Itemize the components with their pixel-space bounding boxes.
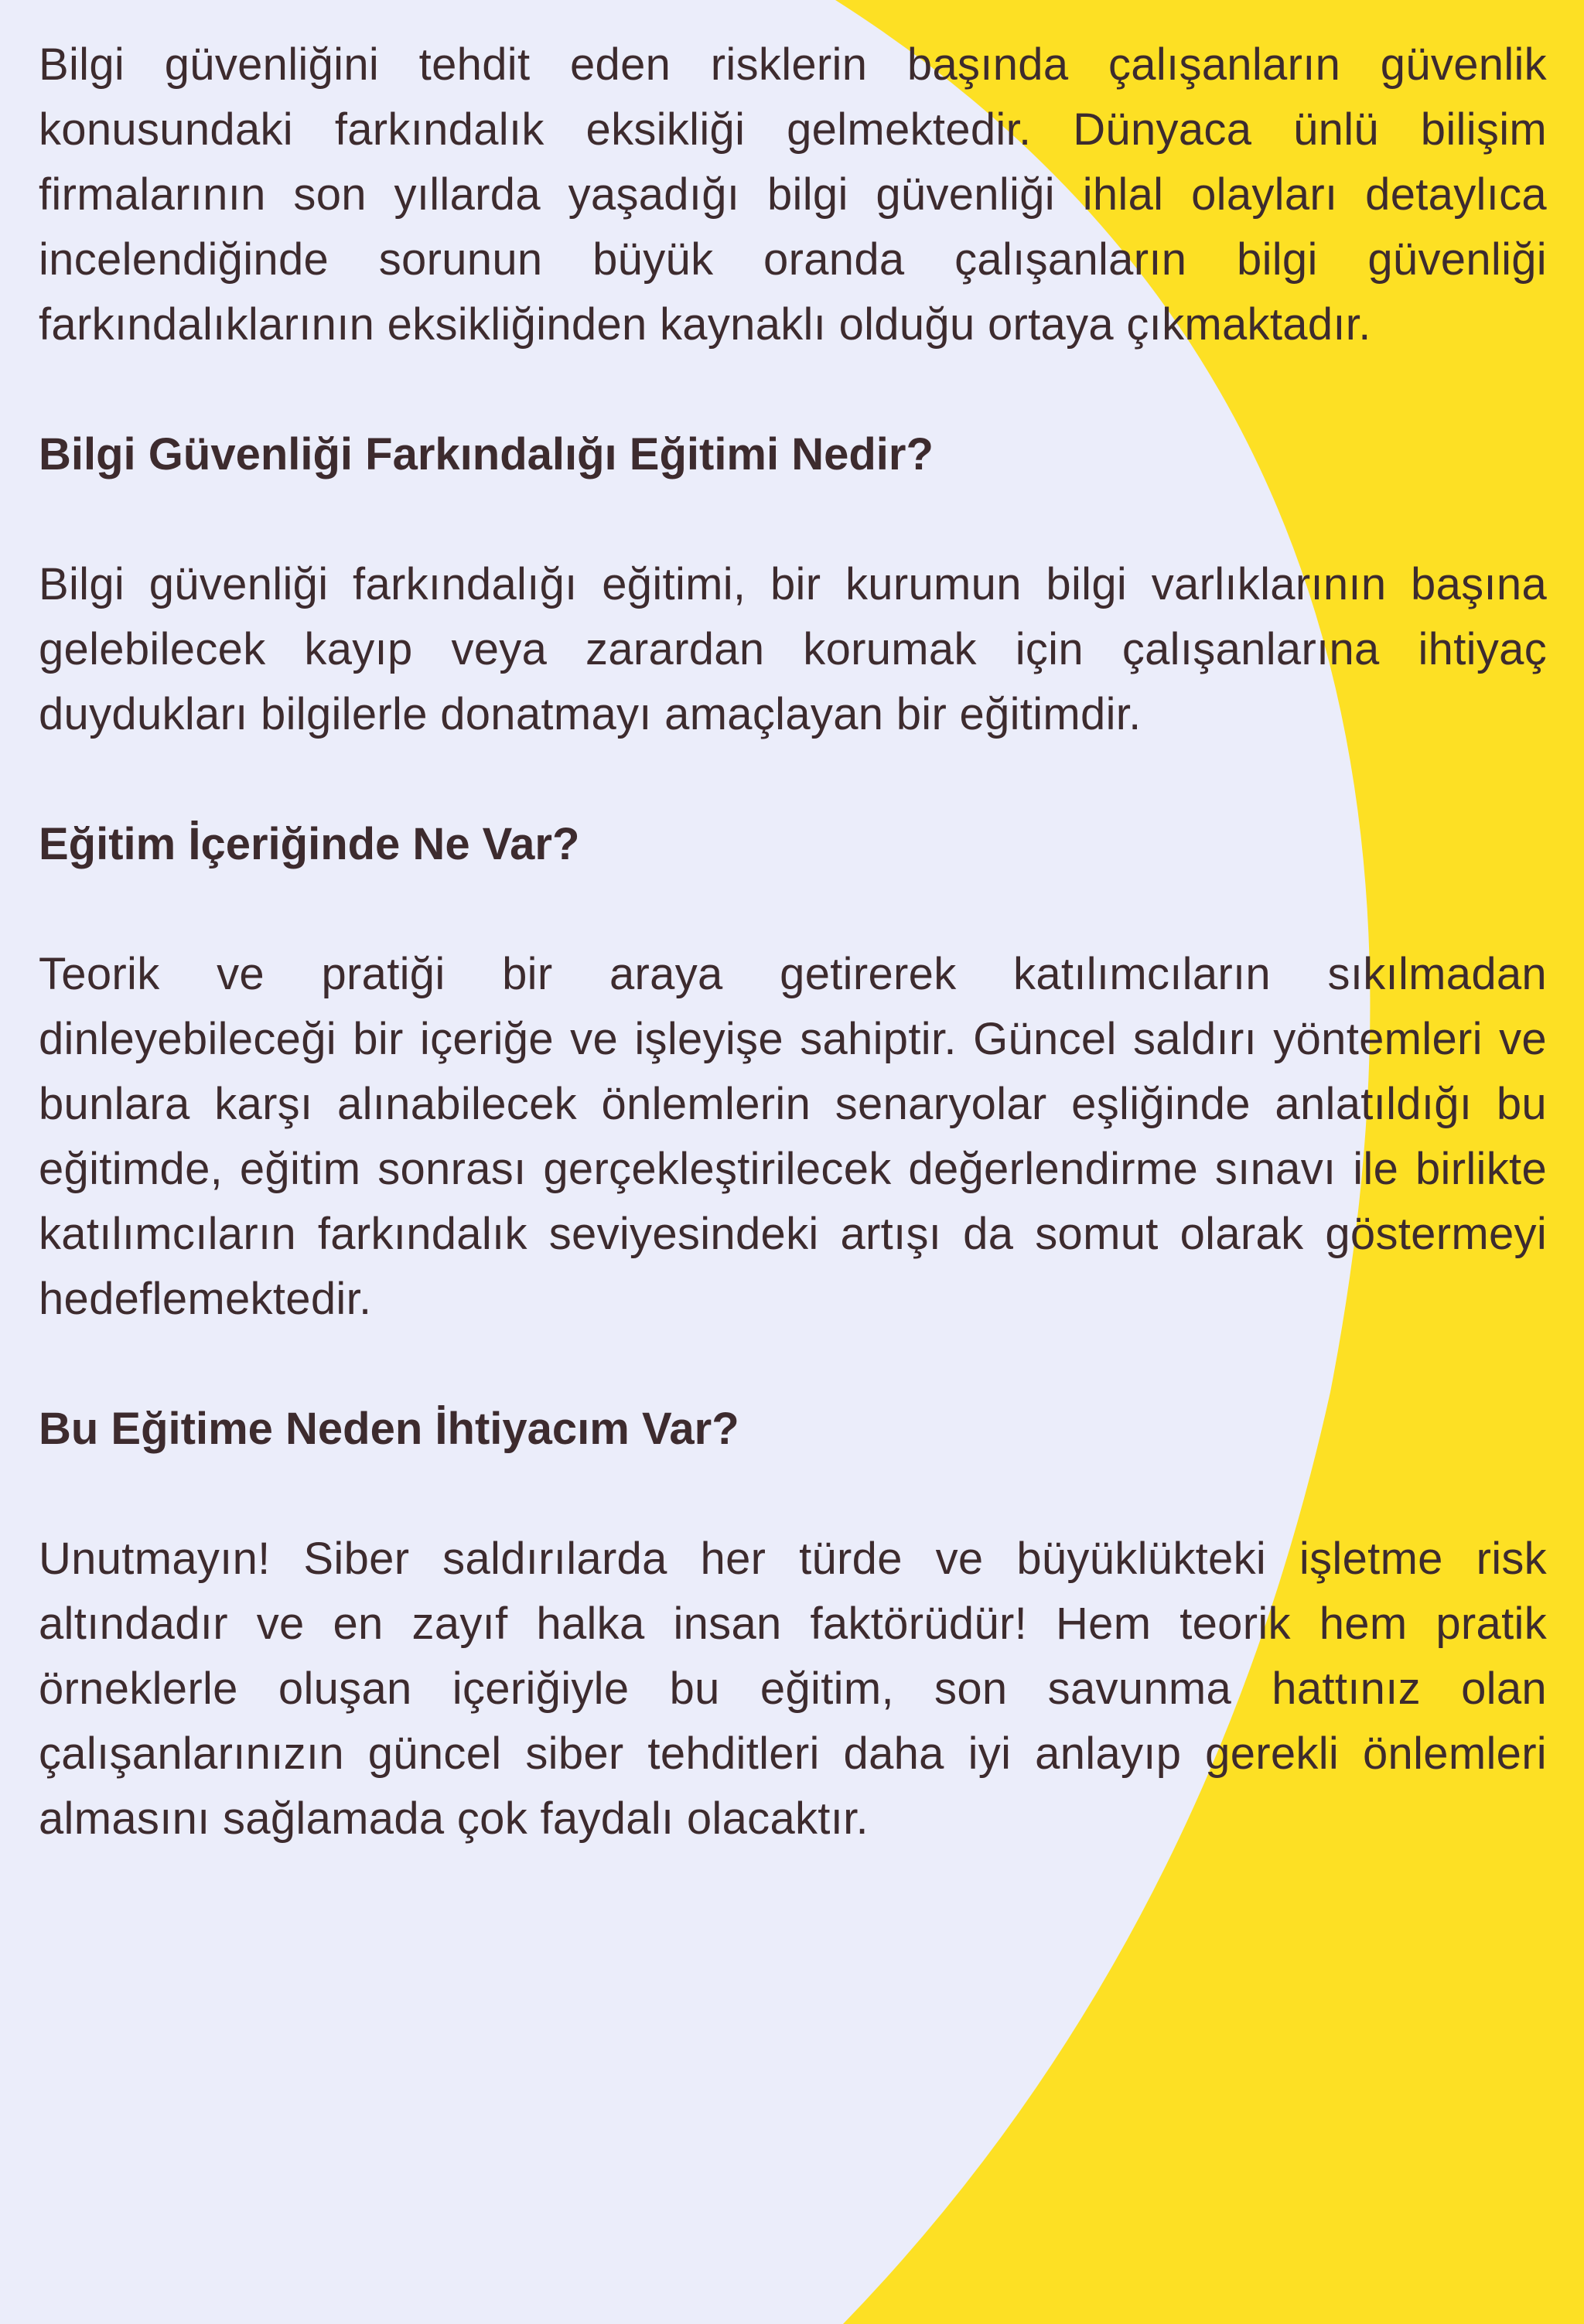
section-heading-content: Eğitim İçeriğinde Ne Var? xyxy=(39,819,580,869)
section-paragraph-what-is: Bilgi güvenliği farkındalığı eğitimi, bir kurumun bilgi varlıklarının başına gelebilecek kayıp veya zarardan korumak için çalışanlarına ihtiyaç duydukları bilgilerle donatmayı amaçlayan bir eğitimdir. xyxy=(39,559,1547,739)
spacer xyxy=(39,747,1547,812)
document-content xyxy=(39,32,1547,1851)
section-heading-why-needed: Bu Eğitime Neden İhtiyacım Var? xyxy=(39,1404,739,1454)
spacer xyxy=(39,877,1547,942)
section-paragraph-why-needed: Unutmayın! Siber saldırılarda her türde ve büyüklükteki işletme risk altındadır ve en zayıf halka insan faktörüdür! Hem teorik hem pratik örneklerle oluşan içeriğiyle bu eğitim, son savunma hattınız olan çalışanlarınızın güncel siber tehditleri daha iyi anlayıp gerekli önlemleri almasını sağlamada çok faydalı olacaktır. xyxy=(39,1534,1547,1844)
spacer xyxy=(39,1332,1547,1397)
spacer xyxy=(39,357,1547,422)
spacer xyxy=(39,487,1547,552)
spacer xyxy=(39,1462,1547,1527)
intro-paragraph: Bilgi güvenliğini tehdit eden risklerin başında çalışanların güvenlik konusundaki farkındalık eksikliği gelmektedir. Dünyaca ünlü bilişim firmalarının son yıllarda yaşadığı bilgi güvenliği ihlal olayları detaylıca incelendiğinde sorunun büyük oranda çalışanların bilgi güvenliği farkındalıklarının eksikliğinden kaynaklı olduğu ortaya çıkmaktadır. xyxy=(39,39,1547,350)
section-heading-what-is: Bilgi Güvenliği Farkındalığı Eğitimi Nedir? xyxy=(39,429,934,479)
section-paragraph-content: Teorik ve pratiği bir araya getirerek katılımcıların sıkılmadan dinleyebileceği bir içeriğe ve işleyişe sahiptir. Güncel saldırı yöntemleri ve bunlara karşı alınabilecek önlemlerin senaryolar eşliğinde anlatıldığı bu eğitimde, eğitim sonrası gerçekleştirilecek değerlendirme sınavı ile birlikte katılımcıların farkındalık seviyesindeki artışı da somut olarak göstermeyi hedeflemektedir. xyxy=(39,949,1547,1324)
